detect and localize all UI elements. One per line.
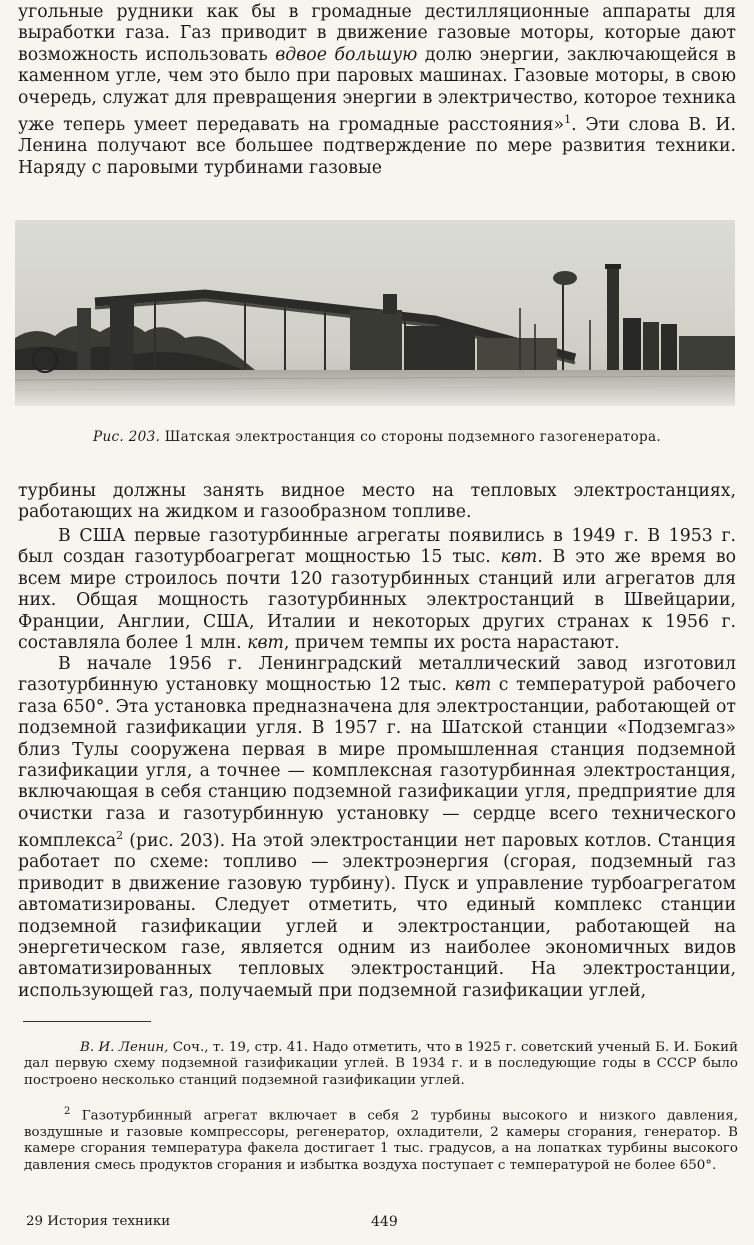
caption-label: Рис. 203.	[93, 429, 161, 445]
text-run: В США первые газотурбинные агрегаты появились в 1949 г. В 1953 г. был создан газотурбоагрегат мощностью 15 тыс.	[18, 526, 736, 568]
figure-caption	[0, 428, 754, 446]
paragraph-usa	[18, 526, 736, 654]
text-run: угольные рудники как бы в громадные дестилляционные аппараты для выработки газа. Газ приводит в движение газовые моторы, которые дают возможность использовать	[18, 2, 736, 65]
text-run: с температурой рабочего газа 650°. Эта установка предназначена для электростанции, работающей от подземной газификации угля. В 1957 г. на Шатской станции «Подземгаз» близ Тулы сооружена первая в мире промышленная станция подземной газификации угля, а точнее — комплексная газотурбинная электростанция, включающая в себя станцию подземной газификации угля, предприятие для очистки газа и газотурбинную установку — сердце всего технического комплекса	[18, 675, 736, 852]
footnote-text: Соч., т. 19, стр. 41. Надо отметить, что в 1925 г. советский ученый Б. И. Бокий дал первую схему подземной газификации углей. В 1934 г. и в последующие годы в СССР было построено несколько станций подземной газификации углей.	[24, 1040, 738, 1088]
text-run: . Эти слова В. И. Ленина получают все большее подтверждение по мере развития техники. Наряду с паровыми турбинами газовые	[18, 114, 737, 178]
text-run: долю энергии, заключающейся в каменном угле, чем это было при паровых машинах. Газовые моторы, в свою очередь, служат для превращения энергии в электричество, которое техника уже теперь умеет передавать на громадные расстояния»	[18, 44, 736, 135]
text-run: . В это же время во всем мире строилось почти 120 газотурбинных станций или агрегатов для них. Общая мощность газотурбинных электростанций в Швейцарии, Франции, Англии, США, Италии и некоторых других странах к 1956 г. составляла более 1 млн.	[18, 547, 737, 654]
page-number: 449	[371, 1214, 398, 1230]
signature-mark: 29 История техники	[26, 1214, 171, 1229]
italic-emphasis: вдвое большую	[275, 44, 418, 65]
footnote-mark: 2	[64, 1106, 71, 1117]
figure-photo	[15, 220, 735, 406]
footnote-1	[24, 1040, 738, 1089]
footnote-author: В. И. Ленин,	[80, 1040, 169, 1055]
page-footer	[26, 1212, 726, 1232]
footnote-ref-2[interactable]: 2	[116, 829, 124, 843]
unit-kvt: квт	[454, 675, 492, 696]
footnote-divider	[23, 1021, 151, 1022]
footnote-ref-1[interactable]: 1	[564, 113, 572, 127]
text-run: (рис. 203). На этой электростанции нет паровых котлов. Станция работает по схеме: топливо — электроэнергия (сгорая, подземный газ приводит в движение газовую турбину). Пуск и управление турбоагрегатом автоматизированы. Следует отметить, что единый комплекс станции подземной газификации углей и электростанции, работающей на энергетическом газе, является одним из наиболее экономичных видов автоматизированных тепловых электростанций. На электростанции, использующей газ, получаемый при подземной газификации углей,	[18, 831, 736, 1001]
continuation-paragraph: турбины должны занять видное место на тепловых электростанциях, работающих на жидком и газообразном топливе.	[18, 481, 736, 523]
caption-text: Шатская электростанция со стороны подземного газогенератора.	[160, 429, 661, 445]
top-paragraph	[18, 2, 736, 179]
text-run: В начале 1956 г. Ленинградский металлический завод изготовил газотурбинную установку мощностью 12 тыс.	[18, 654, 736, 696]
unit-kvt: квт	[247, 633, 284, 654]
unit-kvt: квт	[500, 547, 538, 568]
text-run: , причем темпы их роста нарастают.	[283, 633, 620, 654]
footnote-text: Газотурбинный агрегат включает в себя 2 турбины высокого и низкого давления, воздушные и газовые компрессоры, регенератор, охладители, 2 камеры сгорания, генератор. В камере сгорания температура факела достигает 1 тыс. градусов, а на лопатках турбины высокого давления смесь продуктов сгорания и избытка воздуха поступает с температурой не более 650°.	[24, 1108, 738, 1173]
paragraph-1956	[18, 654, 736, 1002]
power-station-photo	[15, 220, 735, 406]
footnote-2	[24, 1104, 738, 1174]
